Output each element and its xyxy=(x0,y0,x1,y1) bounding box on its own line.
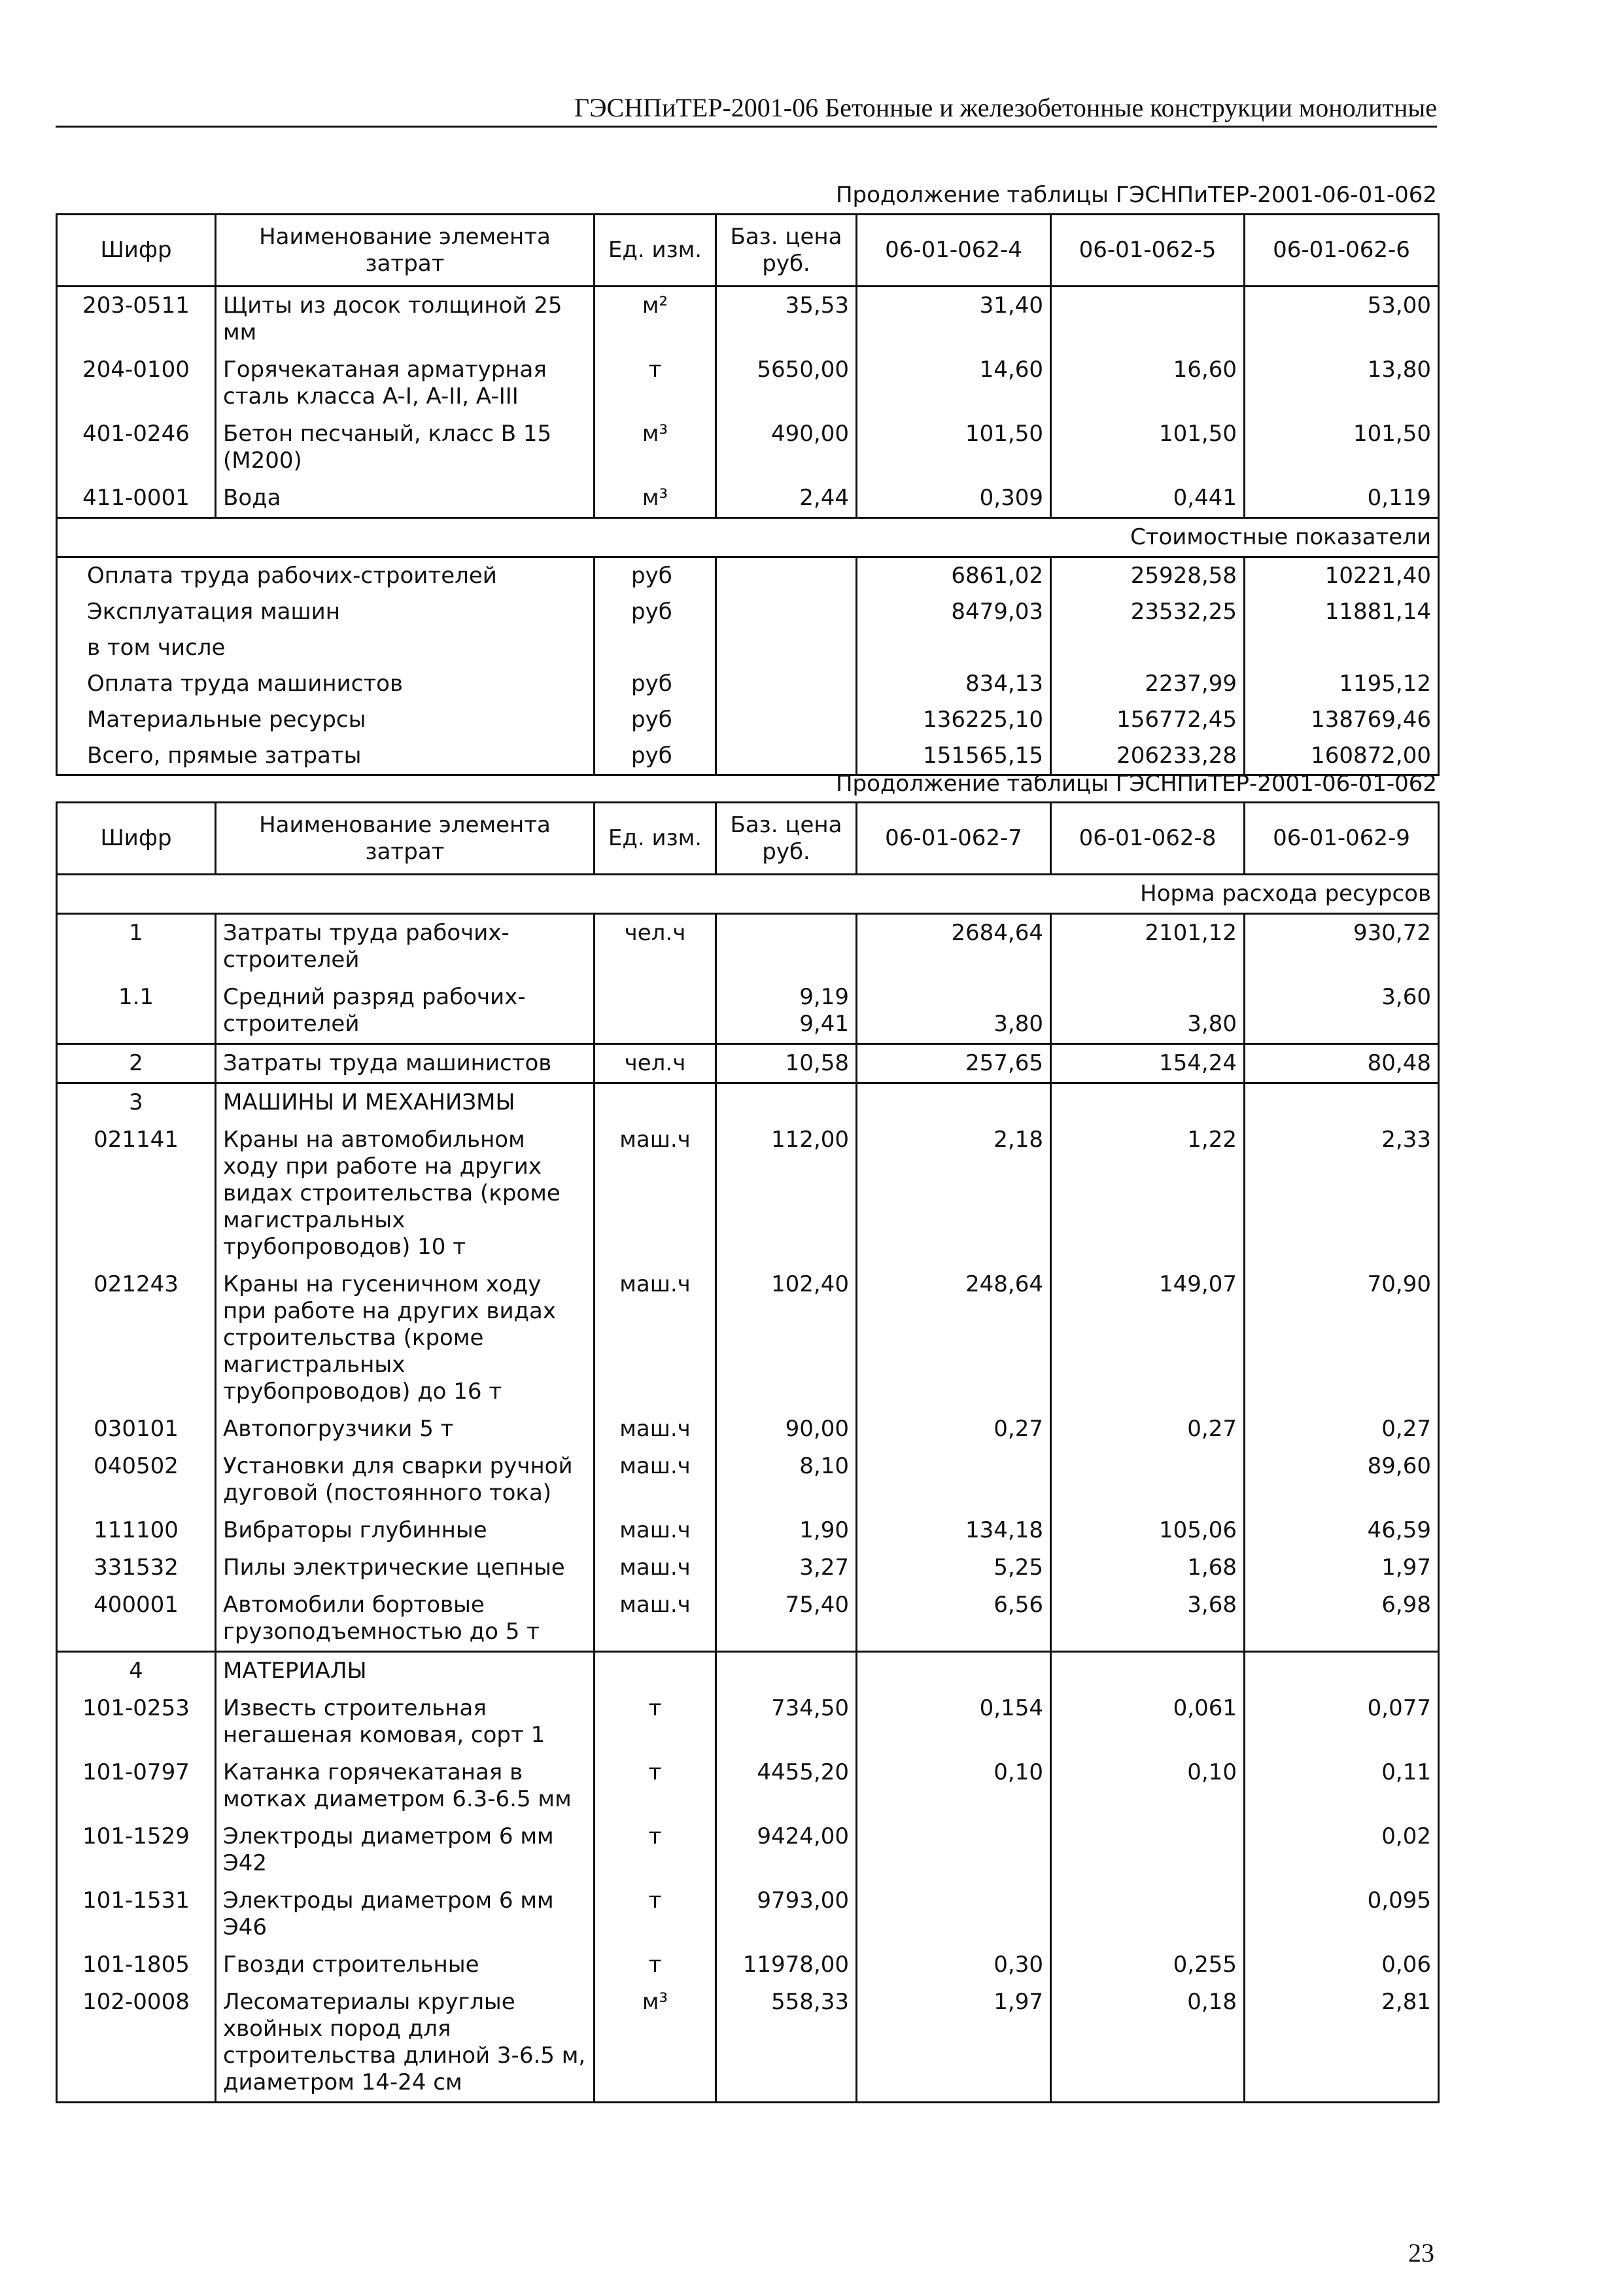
code-cell: 021243 xyxy=(57,1266,216,1410)
unit-cell: м³ xyxy=(595,415,716,480)
cost-name-cell: Оплата труда машинистов xyxy=(57,666,595,702)
value-cell: 0,06 xyxy=(1245,1946,1439,1984)
value-cell: 1,68 xyxy=(1051,1549,1245,1586)
value-cell: 0,18 xyxy=(1051,1984,1245,2103)
code-cell: 1 xyxy=(57,914,216,979)
price-cell: 9424,00 xyxy=(716,1818,857,1882)
name-cell: Горячекатаная арматурная сталь класса A-I, A-II, A-III xyxy=(216,351,595,415)
value-cell: 53,00 xyxy=(1245,287,1439,352)
value-cell xyxy=(857,1818,1051,1882)
unit-cell: м³ xyxy=(595,1984,716,2103)
value-cell: 25928,58 xyxy=(1051,557,1245,595)
table-row xyxy=(57,1818,1439,1882)
value-cell: 0,27 xyxy=(1245,1410,1439,1448)
price-cell: 734,50 xyxy=(716,1690,857,1754)
section-title: МАТЕРИАЛЫ xyxy=(216,1652,595,1691)
value-cell: 0,441 xyxy=(1051,480,1245,518)
unit-cell: маш.ч xyxy=(595,1121,716,1266)
table-row xyxy=(57,1586,1439,1652)
value-cell: 1,97 xyxy=(857,1984,1051,2103)
value-cell: 3,68 xyxy=(1051,1586,1245,1652)
code-cell: 101-0797 xyxy=(57,1754,216,1818)
col-header-price: Баз. цена руб. xyxy=(716,215,857,287)
col-header-name: Наименование элемента затрат xyxy=(216,215,595,287)
name-cell: Гвозди строительные xyxy=(216,1946,595,1984)
col-header-unit: Ед. изм. xyxy=(595,215,716,287)
value-cell: 13,80 xyxy=(1245,351,1439,415)
cost-name-cell: Всего, прямые затраты xyxy=(57,738,595,775)
unit-cell: т xyxy=(595,1946,716,1984)
price-cell: 2,44 xyxy=(716,480,857,518)
value-cell: 2,33 xyxy=(1245,1121,1439,1266)
table-row xyxy=(57,1448,1439,1512)
unit-cell: т xyxy=(595,1882,716,1946)
value-cell: 0,11 xyxy=(1245,1754,1439,1818)
price-cell xyxy=(716,630,857,666)
value-cell: 2,18 xyxy=(857,1121,1051,1266)
unit-cell: маш.ч xyxy=(595,1586,716,1652)
code-cell: 401-0246 xyxy=(57,415,216,480)
name-cell: Автомобили бортовые грузоподъемностью до 5 т xyxy=(216,1586,595,1652)
value-cell xyxy=(1051,1448,1245,1512)
value-cell: 0,27 xyxy=(857,1410,1051,1448)
section-code: 3 xyxy=(57,1083,216,1122)
table-row xyxy=(57,1512,1439,1549)
unit-cell: т xyxy=(595,351,716,415)
value-cell: 257,65 xyxy=(857,1044,1051,1083)
value-cell xyxy=(857,1448,1051,1512)
value-cell: 834,13 xyxy=(857,666,1051,702)
col-header-code: Шифр xyxy=(57,215,216,287)
price-cell xyxy=(716,738,857,775)
value-cell: 6,56 xyxy=(857,1586,1051,1652)
unit-cell: маш.ч xyxy=(595,1410,716,1448)
price-cell: 75,40 xyxy=(716,1586,857,1652)
value-cell xyxy=(857,1882,1051,1946)
value-cell: 1195,12 xyxy=(1245,666,1439,702)
value-cell: 0,27 xyxy=(1051,1410,1245,1448)
code-cell: 203-0511 xyxy=(57,287,216,352)
table2 xyxy=(56,801,1440,2103)
code-cell: 400001 xyxy=(57,1586,216,1652)
table-row xyxy=(57,415,1439,480)
value-cell: 10221,40 xyxy=(1245,557,1439,595)
unit-cell: руб xyxy=(595,557,716,595)
table1 xyxy=(56,213,1440,776)
cost-name-cell: Оплата труда рабочих-строителей xyxy=(57,557,595,595)
code-cell: 101-1531 xyxy=(57,1882,216,1946)
table1-header-row xyxy=(57,215,1439,287)
name-cell: Щиты из досок толщиной 25 мм xyxy=(216,287,595,352)
value-cell: 0,119 xyxy=(1245,480,1439,518)
section-heading-row xyxy=(57,1652,1439,1691)
unit-cell: маш.ч xyxy=(595,1512,716,1549)
page-number: 23 xyxy=(1408,2238,1434,2268)
value-cell: 0,077 xyxy=(1245,1690,1439,1754)
table-row xyxy=(57,1984,1439,2103)
value-cell: 31,40 xyxy=(857,287,1051,352)
unit-cell xyxy=(595,630,716,666)
table-row xyxy=(57,1044,1439,1083)
name-cell: Краны на автомобильном ходу при работе на других видах строительства (кроме магистральных трубопроводов) 10 т xyxy=(216,1121,595,1266)
unit-cell: маш.ч xyxy=(595,1266,716,1410)
table-row xyxy=(57,1410,1439,1448)
table-row xyxy=(57,979,1439,1044)
col-header-v1: 06-01-062-4 xyxy=(857,215,1051,287)
value-cell: 0,095 xyxy=(1245,1882,1439,1946)
value-cell xyxy=(1245,630,1439,666)
code-cell: 101-1805 xyxy=(57,1946,216,1984)
value-cell: 930,72 xyxy=(1245,914,1439,979)
price-value-b: 9,41 xyxy=(799,1011,849,1037)
name-cell: Установки для сварки ручной дуговой (постоянного тока) xyxy=(216,1448,595,1512)
unit-cell: т xyxy=(595,1690,716,1754)
price-cell xyxy=(716,557,857,595)
name-cell: Автопогрузчики 5 т xyxy=(216,1410,595,1448)
value-cell: 0,154 xyxy=(857,1690,1051,1754)
value-cell: 0,10 xyxy=(857,1754,1051,1818)
price-cell: 490,00 xyxy=(716,415,857,480)
code-cell: 411-0001 xyxy=(57,480,216,518)
price-value-a: 9,19 xyxy=(799,984,849,1010)
col-header-v3: 06-01-062-6 xyxy=(1245,215,1439,287)
name-cell: Средний разряд рабочих-строителей xyxy=(216,979,595,1044)
value-cell: 101,50 xyxy=(857,415,1051,480)
value-cell xyxy=(1051,1882,1245,1946)
price-cell: 3,27 xyxy=(716,1549,857,1586)
code-cell: 1.1 xyxy=(57,979,216,1044)
col-header-v2: 06-01-062-8 xyxy=(1051,803,1245,875)
value-cell: 80,48 xyxy=(1245,1044,1439,1083)
value-cell: 8479,03 xyxy=(857,594,1051,630)
unit-cell: м³ xyxy=(595,480,716,518)
unit-cell: чел.ч xyxy=(595,1044,716,1083)
value-cell: 101,50 xyxy=(1245,415,1439,480)
table-row xyxy=(57,914,1439,979)
unit-cell: руб xyxy=(595,594,716,630)
cost-row xyxy=(57,557,1439,595)
price-cell: 5650,00 xyxy=(716,351,857,415)
col-header-v1: 06-01-062-7 xyxy=(857,803,1051,875)
price-cell: 8,10 xyxy=(716,1448,857,1512)
value-cell: 11881,14 xyxy=(1245,594,1439,630)
price-cell: 102,40 xyxy=(716,1266,857,1410)
table-row xyxy=(57,1690,1439,1754)
value-cell: 0,02 xyxy=(1245,1818,1439,1882)
price-cell: 9793,00 xyxy=(716,1882,857,1946)
code-cell: 2 xyxy=(57,1044,216,1083)
unit-cell xyxy=(595,979,716,1044)
section-band xyxy=(57,518,1439,557)
value-cell: 3,80 xyxy=(857,979,1051,1044)
value-cell xyxy=(1051,630,1245,666)
unit-cell: руб xyxy=(595,738,716,775)
value-cell: 3,80 xyxy=(1051,979,1245,1044)
name-cell: Краны на гусеничном ходу при работе на других видах строительства (кроме магистральных трубопроводов) до 16 т xyxy=(216,1266,595,1410)
value-cell: 151565,15 xyxy=(857,738,1051,775)
value-cell: 160872,00 xyxy=(1245,738,1439,775)
code-cell: 040502 xyxy=(57,1448,216,1512)
cost-row xyxy=(57,666,1439,702)
value-cell: 70,90 xyxy=(1245,1266,1439,1410)
value-cell: 0,309 xyxy=(857,480,1051,518)
section-heading-row xyxy=(57,1083,1439,1122)
code-cell: 030101 xyxy=(57,1410,216,1448)
value-cell xyxy=(857,630,1051,666)
name-cell: Лесоматериалы круглые хвойных пород для строительства длиной 3-6.5 м, диаметром 14-24 см xyxy=(216,1984,595,2103)
value-cell: 149,07 xyxy=(1051,1266,1245,1410)
name-cell: Катанка горячекатаная в мотках диаметром 6.3-6.5 мм xyxy=(216,1754,595,1818)
table-row xyxy=(57,1754,1439,1818)
value-cell: 2,81 xyxy=(1245,1984,1439,2103)
price-cell xyxy=(716,594,857,630)
col-header-v3: 06-01-062-9 xyxy=(1245,803,1439,875)
col-header-code: Шифр xyxy=(57,803,216,875)
value-cell: 134,18 xyxy=(857,1512,1051,1549)
code-cell: 331532 xyxy=(57,1549,216,1586)
name-cell: Затраты труда машинистов xyxy=(216,1044,595,1083)
col-header-unit: Ед. изм. xyxy=(595,803,716,875)
code-cell: 101-0253 xyxy=(57,1690,216,1754)
page-header: ГЭСНПиТЕР-2001-06 Бетонные и железобетонные конструкции монолитные xyxy=(56,90,1437,128)
value-cell: 3,60 xyxy=(1245,979,1439,1044)
value-cell: 2684,64 xyxy=(857,914,1051,979)
code-cell: 204-0100 xyxy=(57,351,216,415)
name-cell: Известь строительная негашеная комовая, сорт 1 xyxy=(216,1690,595,1754)
value-cell: 138769,46 xyxy=(1245,702,1439,738)
value-cell: 1,22 xyxy=(1051,1121,1245,1266)
price-cell xyxy=(716,702,857,738)
value-cell: 1,97 xyxy=(1245,1549,1439,1586)
cost-row xyxy=(57,594,1439,630)
value-cell: 0,10 xyxy=(1051,1754,1245,1818)
table-row xyxy=(57,1549,1439,1586)
value-cell: 154,24 xyxy=(1051,1044,1245,1083)
unit-cell: т xyxy=(595,1818,716,1882)
price-cell xyxy=(716,666,857,702)
col-header-price: Баз. цена руб. xyxy=(716,803,857,875)
table-row xyxy=(57,1266,1439,1410)
cost-row xyxy=(57,738,1439,775)
table2-header-row xyxy=(57,803,1439,875)
value-cell: 0,30 xyxy=(857,1946,1051,1984)
value-cell xyxy=(1051,1818,1245,1882)
price-cell: 112,00 xyxy=(716,1121,857,1266)
table1-caption: Продолжение таблицы ГЭСНПиТЕР-2001-06-01-062 xyxy=(835,182,1437,208)
unit-cell: чел.ч xyxy=(595,914,716,979)
name-cell: Бетон песчаный, класс В 15 (М200) xyxy=(216,415,595,480)
value-cell: 105,06 xyxy=(1051,1512,1245,1549)
cost-name-cell: Эксплуатация машин xyxy=(57,594,595,630)
value-cell: 16,60 xyxy=(1051,351,1245,415)
name-cell: Электроды диаметром 6 мм Э42 xyxy=(216,1818,595,1882)
value-cell: 248,64 xyxy=(857,1266,1051,1410)
cost-name-cell: Материальные ресурсы xyxy=(57,702,595,738)
value-cell: 206233,28 xyxy=(1051,738,1245,775)
name-cell: Затраты труда рабочих-строителей xyxy=(216,914,595,979)
price-cell: 35,53 xyxy=(716,287,857,352)
table2-caption: Продолжение таблицы ГЭСНПиТЕР-2001-06-01-062 xyxy=(835,771,1437,797)
price-cell xyxy=(716,979,857,1044)
unit-cell: руб xyxy=(595,666,716,702)
table-row xyxy=(57,351,1439,415)
section-label: Стоимостные показатели xyxy=(57,518,1439,557)
value-cell: 6,98 xyxy=(1245,1586,1439,1652)
value-cell: 0,061 xyxy=(1051,1690,1245,1754)
code-cell: 101-1529 xyxy=(57,1818,216,1882)
cost-row xyxy=(57,630,1439,666)
code-cell: 021141 xyxy=(57,1121,216,1266)
code-cell: 111100 xyxy=(57,1512,216,1549)
price-cell: 90,00 xyxy=(716,1410,857,1448)
table-row xyxy=(57,1882,1439,1946)
code-cell: 102-0008 xyxy=(57,1984,216,2103)
unit-cell: м² xyxy=(595,287,716,352)
value-cell: 2237,99 xyxy=(1051,666,1245,702)
col-header-name: Наименование элемента затрат xyxy=(216,803,595,875)
table-row xyxy=(57,1946,1439,1984)
name-cell: Пилы электрические цепные xyxy=(216,1549,595,1586)
price-cell: 10,58 xyxy=(716,1044,857,1083)
col-header-v2: 06-01-062-5 xyxy=(1051,215,1245,287)
price-cell xyxy=(716,914,857,979)
value-cell: 156772,45 xyxy=(1051,702,1245,738)
value-cell: 136225,10 xyxy=(857,702,1051,738)
value-cell: 6861,02 xyxy=(857,557,1051,595)
value-cell: 14,60 xyxy=(857,351,1051,415)
unit-cell: т xyxy=(595,1754,716,1818)
section-code: 4 xyxy=(57,1652,216,1691)
table-row xyxy=(57,287,1439,352)
name-cell: Электроды диаметром 6 мм Э46 xyxy=(216,1882,595,1946)
section-title: МАШИНЫ И МЕХАНИЗМЫ xyxy=(216,1083,595,1122)
value-cell xyxy=(1051,287,1245,352)
table-row xyxy=(57,480,1439,518)
price-cell: 4455,20 xyxy=(716,1754,857,1818)
value-cell: 46,59 xyxy=(1245,1512,1439,1549)
name-cell: Вибраторы глубинные xyxy=(216,1512,595,1549)
name-cell: Вода xyxy=(216,480,595,518)
value-cell: 5,25 xyxy=(857,1549,1051,1586)
section-label: Норма расхода ресурсов xyxy=(57,875,1439,914)
price-cell: 558,33 xyxy=(716,1984,857,2103)
unit-cell: маш.ч xyxy=(595,1549,716,1586)
unit-cell: руб xyxy=(595,702,716,738)
unit-cell: маш.ч xyxy=(595,1448,716,1512)
table-row xyxy=(57,1121,1439,1266)
price-cell: 1,90 xyxy=(716,1512,857,1549)
value-cell: 0,255 xyxy=(1051,1946,1245,1984)
price-cell: 11978,00 xyxy=(716,1946,857,1984)
value-cell: 101,50 xyxy=(1051,415,1245,480)
cost-name-cell: в том числе xyxy=(57,630,595,666)
value-cell: 2101,12 xyxy=(1051,914,1245,979)
section-band xyxy=(57,875,1439,914)
value-cell: 89,60 xyxy=(1245,1448,1439,1512)
cost-row xyxy=(57,702,1439,738)
value-cell: 23532,25 xyxy=(1051,594,1245,630)
